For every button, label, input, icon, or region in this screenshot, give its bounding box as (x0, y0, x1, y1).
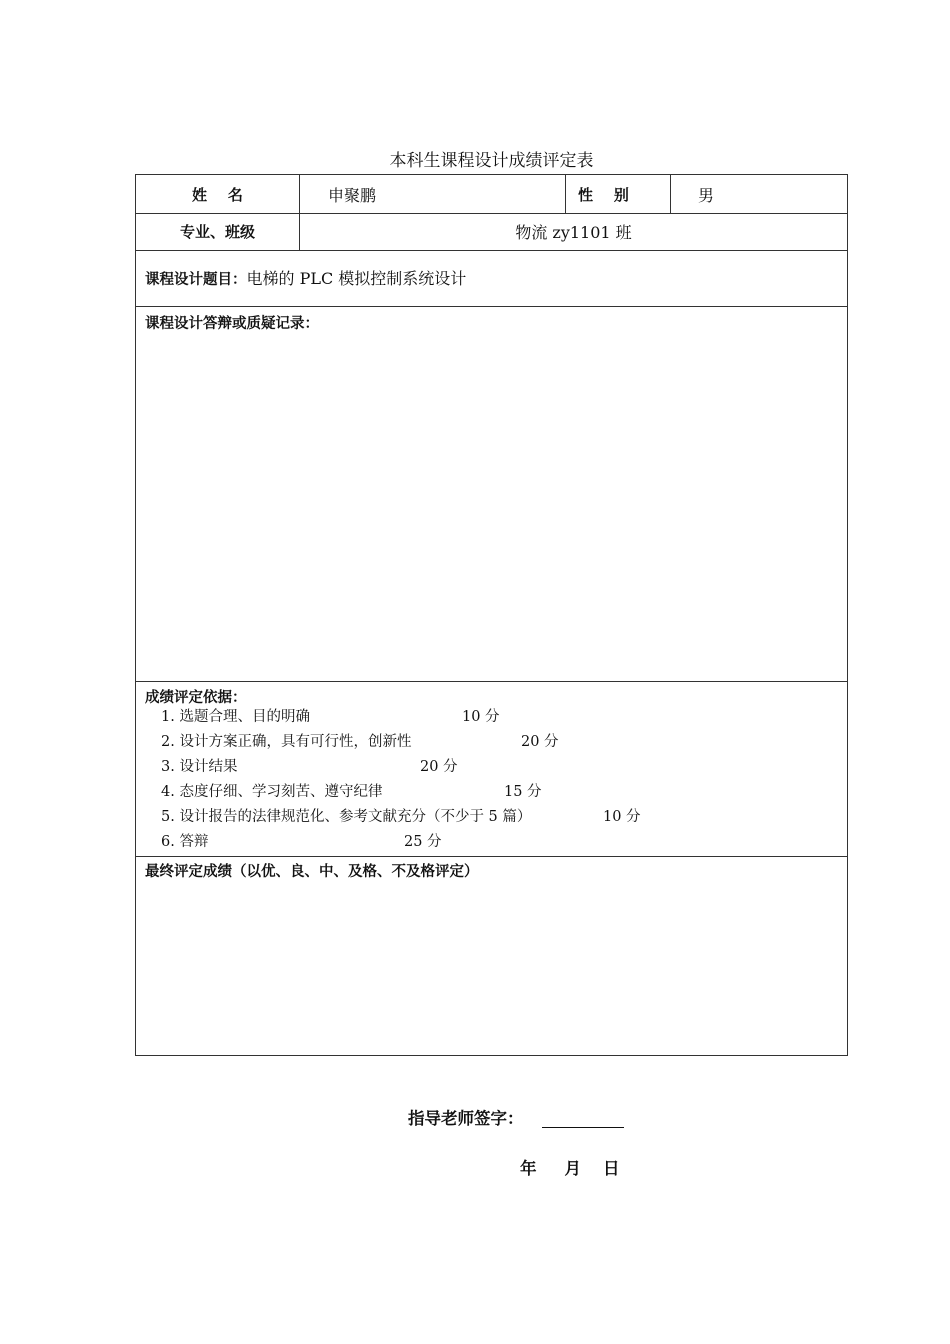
criteria-points: 10 分 (603, 809, 641, 825)
criteria-item: 1. 选题合理、目的明确 (161, 709, 310, 725)
final-grade-label: 最终评定成绩（以优、良、中、及格、不及格评定） (145, 864, 479, 880)
criteria-points: 20 分 (420, 759, 458, 775)
gender-label: 性 别 (566, 175, 671, 213)
criteria-label: 成绩评定依据： (145, 690, 247, 706)
criteria-points: 25 分 (404, 834, 442, 850)
grade-evaluation-table (135, 174, 848, 1056)
name-gender-row (136, 175, 847, 214)
criteria-item: 5. 设计报告的法律规范化、参考文献充分（不少于 5 篇） (161, 809, 532, 825)
criteria-item: 6. 答辩 (161, 834, 209, 850)
topic-label: 课程设计题目： (145, 272, 247, 288)
name-value: 申聚鹏 (300, 175, 566, 213)
criteria-points: 10 分 (462, 709, 500, 725)
major-class-row (136, 213, 847, 251)
form-title: 本科生课程设计成绩评定表 (389, 151, 594, 171)
major-class-value: 物流 zy1101 班 (515, 223, 632, 242)
criteria-item: 3. 设计结果 (161, 759, 238, 775)
criteria-points: 15 分 (504, 784, 542, 800)
criteria-section (136, 682, 847, 857)
name-label: 姓 名 (136, 175, 300, 213)
supervisor-signature-label: 指导老师签字： (408, 1109, 524, 1128)
topic-row (136, 251, 847, 307)
topic-line (145, 266, 466, 289)
major-class-label: 专业、班级 (136, 213, 300, 250)
gender-value: 男 (698, 185, 715, 205)
defense-record-section (136, 307, 847, 682)
final-grade-section (136, 857, 847, 1055)
date-month: 月 (564, 1159, 581, 1178)
date-year: 年 (520, 1159, 537, 1178)
date-day: 日 (603, 1159, 620, 1178)
criteria-points: 20 分 (521, 734, 559, 750)
criteria-item: 2. 设计方案正确，具有可行性，创新性 (161, 734, 412, 750)
signature-date (520, 1156, 620, 1182)
criteria-item: 4. 态度仔细、学习刻苦、遵守纪律 (161, 784, 383, 800)
topic-value: 电梯的 PLC 模拟控制系统设计 (246, 269, 467, 288)
defense-record-label: 课程设计答辩或质疑记录： (145, 316, 319, 332)
signature-line[interactable] (542, 1127, 624, 1128)
